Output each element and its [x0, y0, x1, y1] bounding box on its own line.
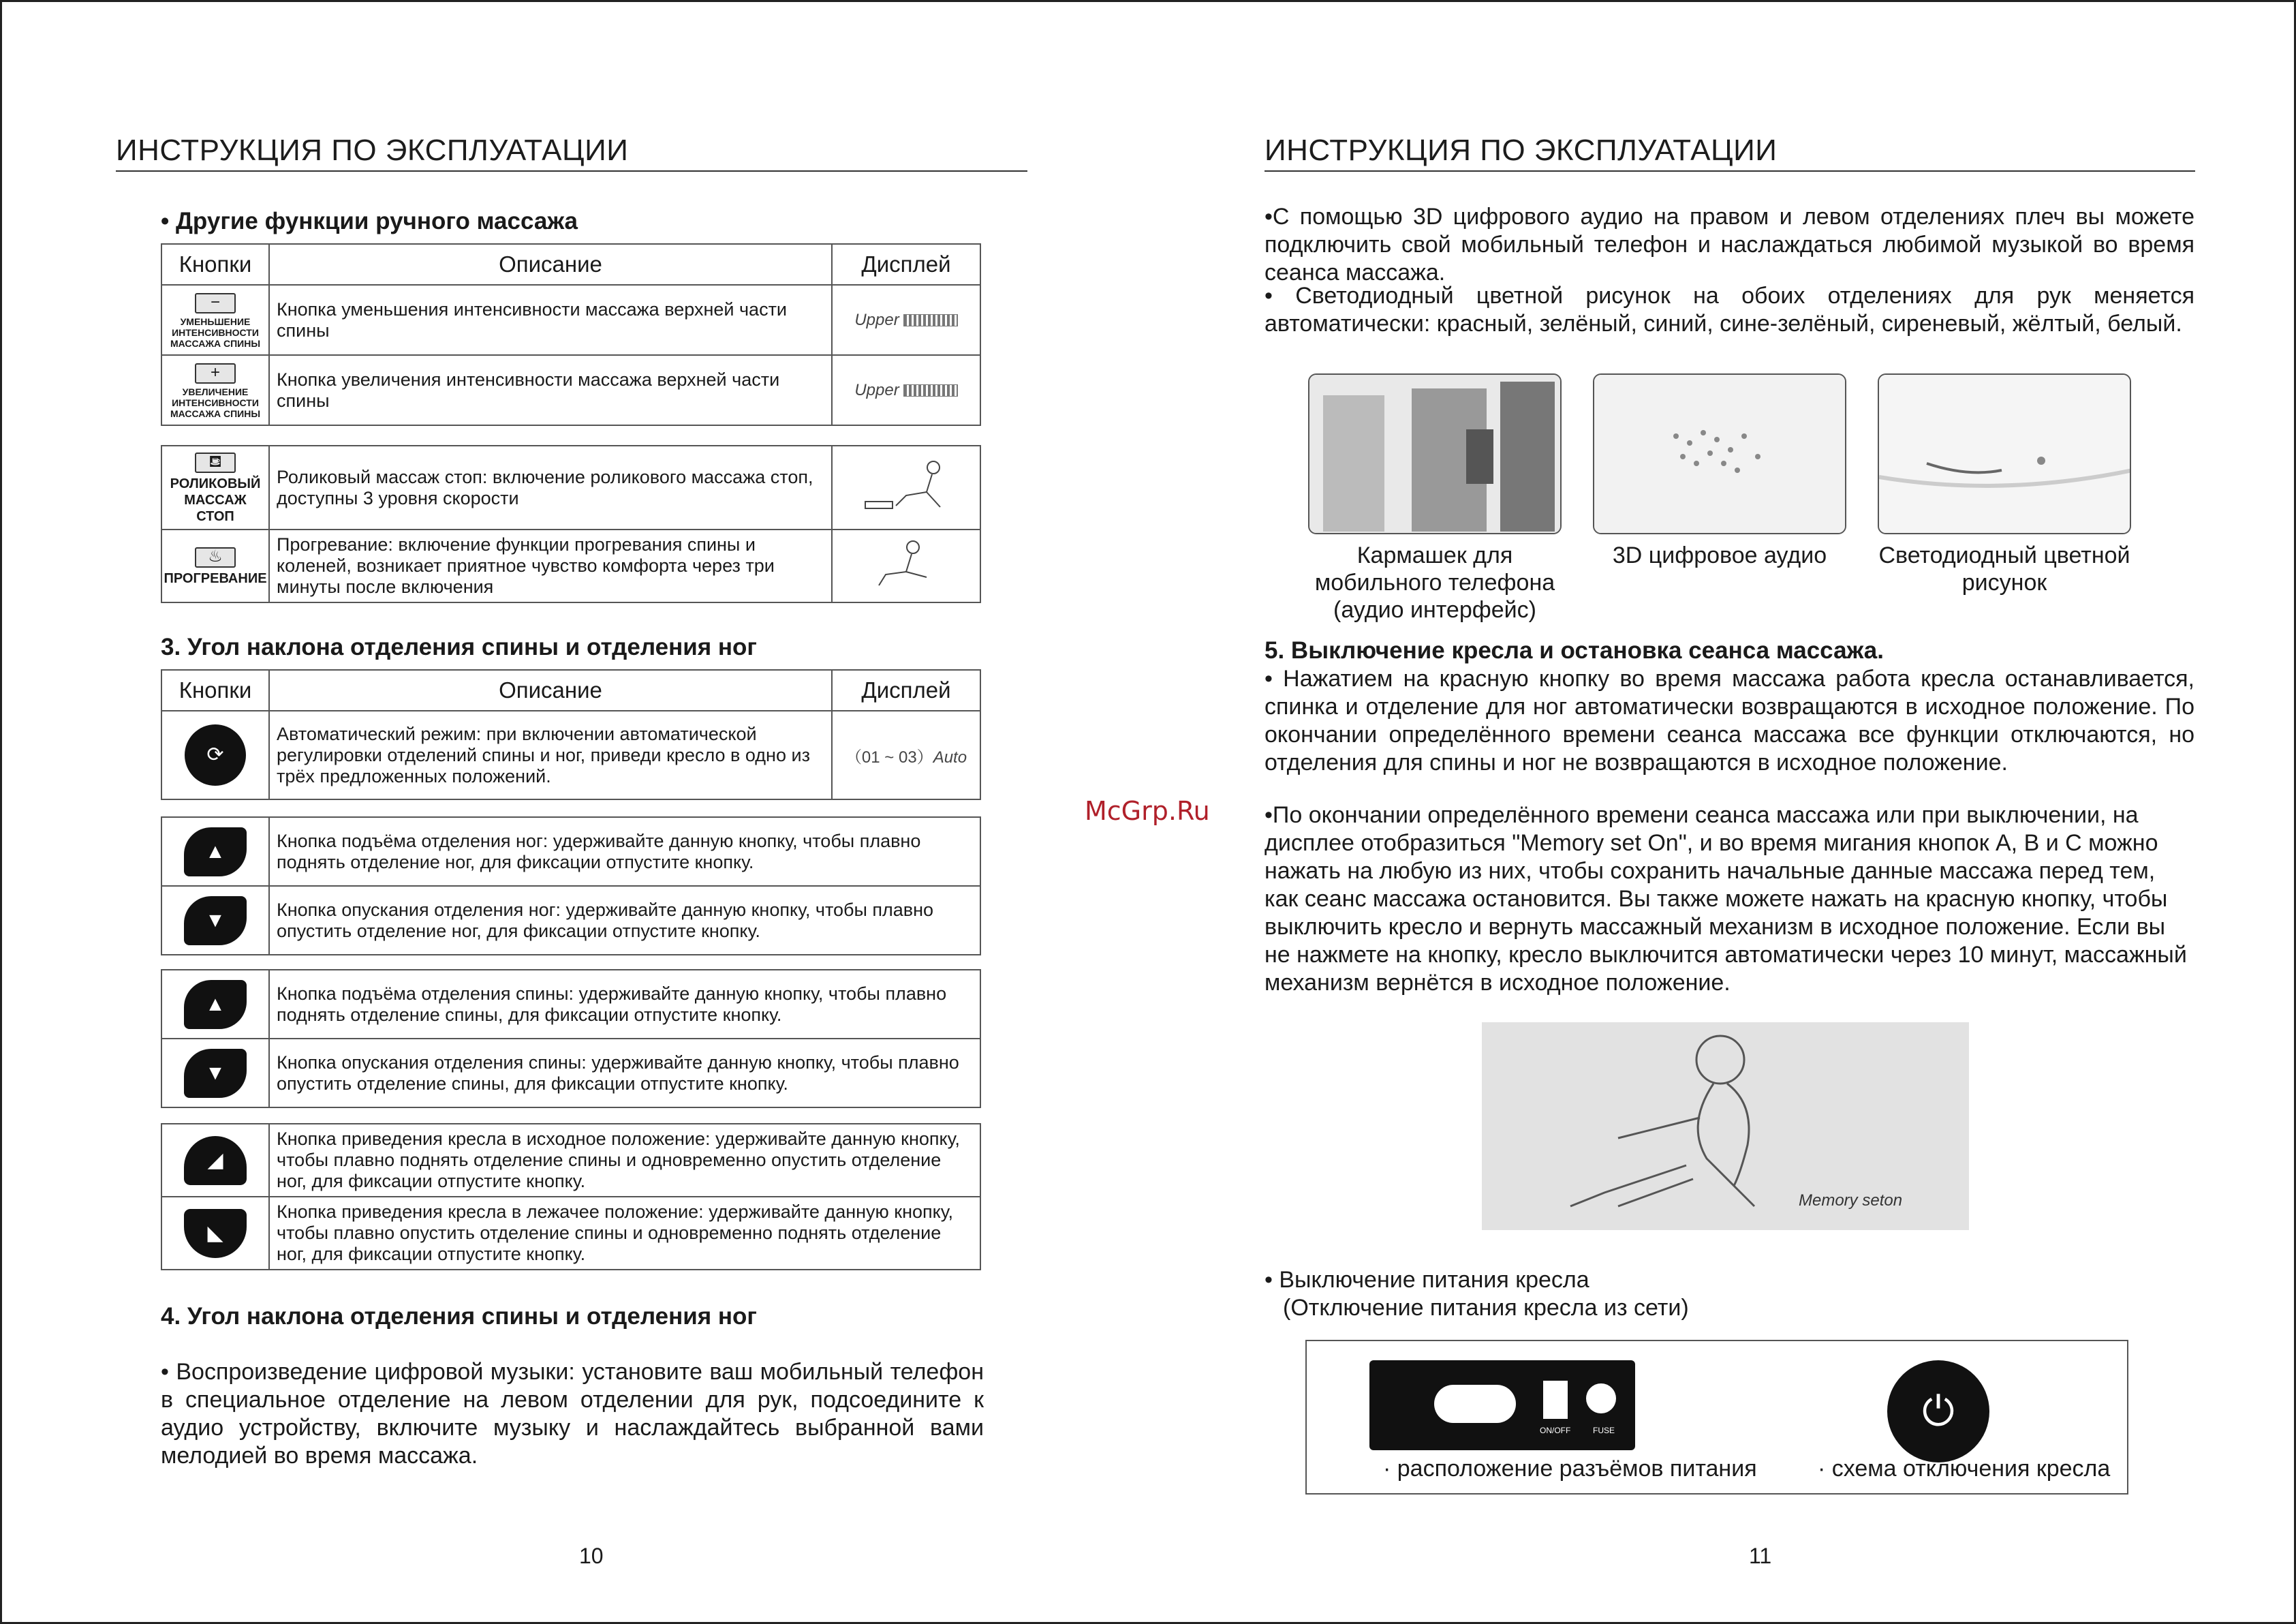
decrease-desc: Кнопка уменьшения интенсивности массажа верхней части спины — [269, 285, 832, 355]
para-led-text: Светодиодный цветной рисунок на обоих отделениях для рук меняется автоматически: красный, зелёный, синий, сине-зелёный, сиреневый, жёлтый, белый. — [1265, 283, 2194, 337]
col-description: Описание — [269, 670, 832, 711]
phone-pocket-image — [1309, 375, 1562, 534]
bullet: • — [1265, 204, 1273, 230]
power-title — [1265, 1266, 1946, 1294]
recline-position-icon: ◣ — [184, 1209, 247, 1258]
power-panel — [1369, 1360, 1635, 1450]
bullet: • — [1265, 802, 1273, 828]
upper-label: Upper — [854, 380, 899, 399]
section3-title: 3. Угол наклона отделения спины и отделения ног — [161, 634, 757, 660]
back-up-desc: Кнопка подъёма отделения спины: удерживайте данную кнопку, чтобы плавно поднять отделение спины, для фиксации отпустите кнопку. — [269, 970, 980, 1039]
seated-figure-icon — [865, 536, 947, 591]
foot-roller-desc: Роликовый массаж стоп: включение роликового массажа стоп, доступны 3 уровня скорости — [269, 446, 832, 530]
auto-range: （01 ~ 03） — [845, 748, 933, 767]
increase-label: УВЕЛИЧЕНИЕ ИНТЕНСИВНОСТИ МАССАЖА СПИНЫ — [170, 386, 261, 419]
recline-desc: Кнопка приведения кресла в лежачее положение: удерживайте данную кнопку, чтобы плавно опустить отделение спины и одновременно поднять отделение ног, для фиксации отпустите кнопку. — [269, 1197, 980, 1270]
left-header: ИНСТРУКЦИЯ ПО ЭКСПЛУАТАЦИИ — [116, 134, 629, 167]
position-table — [161, 1123, 981, 1270]
para-memory — [1265, 801, 2194, 997]
right-header: ИНСТРУКЦИЯ ПО ЭКСПЛУАТАЦИИ — [1265, 134, 1778, 167]
auto-mode-icon: ⟳ — [185, 724, 246, 786]
minus-key-icon: − — [195, 293, 236, 313]
leg-up-button-cell — [161, 817, 269, 886]
para-led — [1265, 282, 2194, 338]
heating-label: ПРОГРЕВАНИЕ — [164, 571, 267, 586]
para-stop — [1265, 665, 2194, 777]
section4-text: • Воспроизведение цифровой музыки: установите ваш мобильный телефон в специальное отделение на левом отделении для рук, подсоедините к аудио устройству, включите музыку и наслаждайтесь выбранной вами мелодией во время массажа. — [161, 1359, 984, 1469]
para-3d-audio — [1265, 203, 2194, 287]
back-up-button-cell — [161, 970, 269, 1039]
leg-up-desc: Кнопка подъёма отделения ног: удерживайте данную кнопку, чтобы плавно поднять отделение ног, для фиксации отпустите кнопку. — [269, 817, 980, 886]
other-functions-title — [161, 208, 578, 235]
bullet: • — [161, 208, 170, 234]
foot-roller-display — [832, 446, 980, 530]
memory-set-on-label: Memory seton — [1799, 1191, 1903, 1210]
on-off-label: ON/OFF — [1540, 1426, 1571, 1435]
plus-key-icon: + — [195, 363, 236, 384]
back-down-icon: ▼ — [184, 1049, 247, 1098]
power-caption-sockets: · расположение разъёмов питания — [1383, 1456, 1757, 1482]
bullet: • — [1265, 666, 1273, 692]
auto-button-cell — [161, 711, 269, 799]
right-page — [1148, 0, 2296, 1624]
recline-button-cell — [161, 1197, 269, 1270]
para-memory-text: По окончании определённого времени сеанса массажа или при выключении, на дисплее отобразиться "Memory set On", и во время мигания кнопок A, B и C можно нажать на любую из них, чтобы сохранить начальные данные массажа перед тем, как сеанс массажа остановится. Вы также можете нажать на красную кнопку, чтобы выключить кресло и вернуть массажный механизм в исходное положение. Если вы не нажмете на кнопку, кресло выключится автоматически через 10 минут, массажный механизм вернётся в исходное положение. — [1265, 802, 2187, 996]
unplug-icon: ⏻ — [1887, 1360, 1989, 1462]
leg-down-button-cell — [161, 886, 269, 955]
increase-display — [832, 355, 980, 425]
left-page-number: 10 — [579, 1544, 604, 1568]
other-functions-text: Другие функции ручного массажа — [176, 208, 578, 234]
power-socket-icon — [1434, 1385, 1516, 1423]
heating-desc: Прогревание: включение функции прогревания спины и коленей, возникает приятное чувство комфорта через три минуты после включения — [269, 530, 832, 602]
right-page-number: 11 — [1749, 1544, 1772, 1568]
power-diagram — [1305, 1340, 2128, 1495]
audio-photo — [1593, 373, 1846, 534]
bullet: • — [1265, 283, 1273, 309]
back-down-desc: Кнопка опускания отделения спины: удерживайте данную кнопку, чтобы плавно опустить отделение спины, для фиксации отпустите кнопку. — [269, 1039, 980, 1107]
phone-pocket-photo — [1308, 373, 1562, 534]
col-description: Описание — [269, 244, 832, 285]
right-header-rule — [1265, 170, 2195, 172]
leg-down-desc: Кнопка опускания отделения ног: удерживайте данную кнопку, чтобы плавно опустить отделение ног, для фиксации отпустите кнопку. — [269, 886, 980, 955]
on-off-switch-icon — [1543, 1381, 1568, 1419]
leg-down-icon: ▼ — [184, 896, 247, 945]
heating-button-cell — [161, 530, 269, 602]
left-header-rule — [116, 170, 1027, 172]
decrease-button-cell — [161, 285, 269, 355]
level-bars-icon — [903, 314, 958, 326]
caption-audio: 3D цифровое аудио — [1612, 542, 1827, 568]
col-buttons: Кнопки — [161, 244, 269, 285]
leg-rest-table — [161, 816, 981, 955]
heating-key-icon: ♨ — [195, 547, 236, 568]
caption-led: Светодиодный цветной рисунок — [1878, 542, 2130, 596]
watermark: McGrp.Ru — [1085, 796, 1210, 826]
level-bars-icon — [903, 384, 958, 397]
para-3d-audio-text: С помощью 3D цифрового аудио на правом и левом отделениях плеч вы можете подключить свой мобильный телефон и наслаждаться любимой музыкой во время сеанса массажа. — [1265, 204, 2194, 286]
speaker-grille-image — [1594, 375, 1846, 534]
col-display: Дисплей — [832, 670, 980, 711]
power-caption-unplug: · схема отключения кресла — [1818, 1456, 2111, 1482]
intensity-table — [161, 243, 981, 426]
back-up-icon: ▲ — [184, 980, 247, 1029]
power-title-text: Выключение питания кресла — [1279, 1267, 1589, 1293]
increase-button-cell — [161, 355, 269, 425]
decrease-label: УМЕНЬШЕНИЕ ИНТЕНСИВНОСТИ МАССАЖА СПИНЫ — [170, 316, 261, 349]
foot-roller-label: РОЛИКОВЫЙ МАССАЖ СТОП — [170, 476, 261, 524]
upper-label: Upper — [854, 310, 899, 329]
para-stop-text: Нажатием на красную кнопку во время массажа работа кресла останавливается, спинка и отделение для ног автоматически возвращаются в исходное положение. По окончании определённого времени сеанса массажа все функции отключаются, но отделения для спины и ног не возвращаются в исходное положение. — [1265, 666, 2194, 776]
leg-up-icon: ▲ — [184, 827, 247, 876]
power-subtitle: (Отключение питания кресла из сети) — [1283, 1295, 1689, 1321]
foot-roller-figure-icon — [858, 458, 954, 512]
reset-button-cell — [161, 1124, 269, 1197]
section5-title: 5. Выключение кресла и остановка сеанса массажа. — [1265, 637, 1884, 664]
reset-position-icon: ◢ — [184, 1136, 247, 1185]
auto-mode-table — [161, 669, 981, 800]
section4-title: 4. Угол наклона отделения спины и отделения ног — [161, 1303, 757, 1330]
col-display: Дисплей — [832, 244, 980, 285]
reset-desc: Кнопка приведения кресла в исходное положение: удерживайте данную кнопку, чтобы плавно поднять отделение спины и одновременно опустить отделение ног, для фиксации отпустите кнопку. — [269, 1124, 980, 1197]
col-buttons: Кнопки — [161, 670, 269, 711]
led-photo — [1878, 373, 2131, 534]
back-down-button-cell — [161, 1039, 269, 1107]
increase-desc: Кнопка увеличения интенсивности массажа верхней части спины — [269, 355, 832, 425]
led-pattern-image — [1879, 375, 2131, 534]
fuse-icon — [1586, 1383, 1616, 1413]
fuse-label: FUSE — [1593, 1426, 1615, 1435]
auto-display — [832, 711, 980, 799]
foot-roller-key-icon: ⛾ — [195, 453, 236, 473]
foot-heat-table — [161, 445, 981, 603]
foot-roller-button-cell — [161, 446, 269, 530]
auto-label: Auto — [933, 748, 967, 767]
bullet: • — [1265, 1267, 1273, 1293]
auto-desc: Автоматический режим: при включении автоматической регулировки отделений спины и ног, приведи кресло в одно из трёх предложенных положений. — [269, 711, 832, 799]
heating-display — [832, 530, 980, 602]
caption-phone-pocket: Кармашек для мобильного телефона (аудио интерфейс) — [1314, 542, 1555, 623]
back-rest-table — [161, 969, 981, 1108]
decrease-display — [832, 285, 980, 355]
